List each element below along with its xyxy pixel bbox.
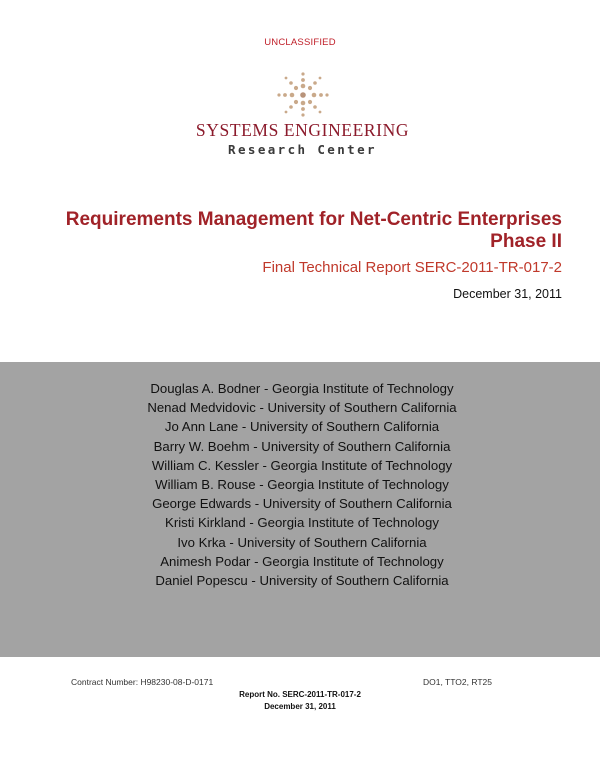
footer-report-number: Report No. SERC-2011-TR-017-2 <box>239 690 361 699</box>
author-item: Barry W. Boehm - University of Southern California <box>153 438 451 454</box>
author-item: Animesh Podar - Georgia Institute of Technology <box>160 553 444 569</box>
authors-panel <box>0 362 600 657</box>
contract-number: Contract Number: H98230-08-D-0171 <box>71 677 214 687</box>
footer-report-info <box>0 689 600 713</box>
author-item: Ivo Krka - University of Southern California <box>177 534 427 550</box>
task-codes: DO1, TTO2, RT25 <box>423 677 492 687</box>
author-item: George Edwards - University of Southern California <box>152 496 452 512</box>
classification-label: UNCLASSIFIED <box>264 37 336 48</box>
report-subtitle: Final Technical Report SERC-2011-TR-017-2 <box>262 259 562 276</box>
author-item: Daniel Popescu - University of Southern California <box>155 573 449 589</box>
report-title: Requirements Management for Net-Centric Enterprises <box>65 209 562 230</box>
author-item: William B. Rouse - Georgia Institute of Technology <box>155 477 449 493</box>
authors-list <box>0 379 600 590</box>
author-item: Jo Ann Lane - University of Southern California <box>164 419 440 435</box>
starburst-icon <box>275 72 331 118</box>
author-item: Douglas A. Bodner - Georgia Institute of Technology <box>150 381 454 396</box>
footer-date: December 31, 2011 <box>264 702 336 711</box>
serc-logo <box>195 72 410 162</box>
title-block <box>66 209 562 302</box>
logo-title: SYSTEMS ENGINEERING <box>195 120 410 140</box>
author-item: Kristi Kirkland - Georgia Institute of Technology <box>165 515 439 531</box>
logo-subtitle: Research Center <box>228 142 377 157</box>
report-phase: Phase II <box>490 231 562 252</box>
author-item: William C. Kessler - Georgia Institute of Technology <box>151 457 453 473</box>
report-date: December 31, 2011 <box>453 287 562 301</box>
author-item: Nenad Medvidovic - University of Southern California <box>147 400 457 416</box>
